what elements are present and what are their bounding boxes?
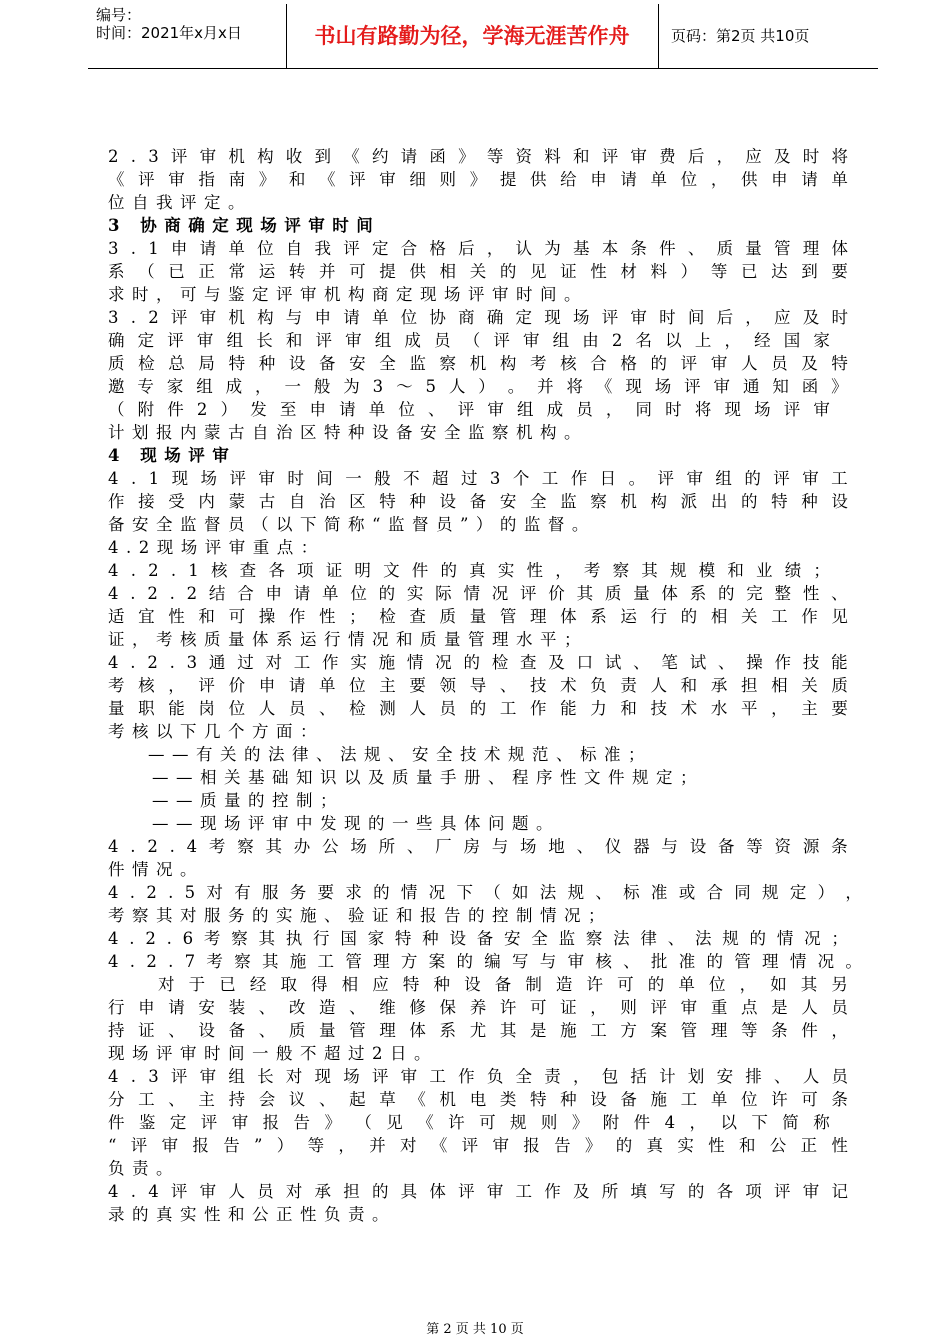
text-line: 考 核 以 下 几 个 方 面 ： [108, 722, 317, 741]
text-line: 3 . 2 评 审 机 构 与 申 请 单 位 协 商 确 定 现 场 评 审 时 间 后 ， 应 及 时 [108, 308, 848, 327]
text-line: 量 职 能 岗 位 人 员 、 检 测 人 员 的 工 作 能 力 和 技 术 水 平 ， 主 要 [108, 699, 848, 718]
text-line: 持 证 、 设 备 、 质 量 管 理 体 系 尤 其 是 施 工 方 案 管 理 等 条 件 ， [108, 1021, 848, 1040]
text-line: 3 . 1 申 请 单 位 自 我 评 定 合 格 后 ， 认 为 基 本 条 件 、 质 量 管 理 体 [108, 239, 848, 258]
text-line: 4 . 2 . 1 核 查 各 项 证 明 文 件 的 真 实 性 ， 考 察 其 规 模 和 业 绩 ； [108, 561, 830, 580]
text-line: 4 现 场 评 审 [108, 446, 229, 465]
text-line: — — 相 关 基 础 知 识 以 及 质 量 手 册 、 程 序 性 文 件 规 定 ； [152, 768, 697, 787]
text-line: 《 评 审 指 南 》 和 《 评 审 细 则 》 提 供 给 申 请 单 位 ， 供 申 请 单 [108, 170, 848, 189]
text-line: 邀 专 家 组 成 ， 一 般 为 3 ～ 5 人 ） 。 并 将 《 现 场 评 审 通 知 函 》 [108, 377, 848, 396]
text-line: 4 . 1 现 场 评 审 时 间 一 般 不 超 过 3 个 工 作 日 。 评 审 组 的 评 审 工 [108, 469, 848, 488]
text-line: — — 现 场 评 审 中 发 现 的 一 些 具 体 问 题 。 [152, 814, 553, 833]
text-line: 质 检 总 局 特 种 设 备 安 全 监 察 机 构 考 核 合 格 的 评 审 人 员 及 特 [108, 354, 848, 373]
text-line: 考 察 其 对 服 务 的 实 施 、 验 证 和 报 告 的 控 制 情 况 ； [108, 906, 605, 925]
header-motto: 书山有路勤为径，学海无涯苦作舟 [314, 24, 630, 48]
text-line: 分 工 、 主 持 会 议 、 起 草 《 机 电 类 特 种 设 备 施 工 单 位 许 可 条 [108, 1090, 848, 1109]
text-line: 求 时 ， 可 与 鉴 定 评 审 机 构 商 定 现 场 评 审 时 间 。 [108, 285, 581, 304]
text-line: 证 ， 考 核 质 量 体 系 运 行 情 况 和 质 量 管 理 水 平 ； [108, 630, 581, 649]
text-line: 4 . 2 . 5 对 有 服 务 要 求 的 情 况 下 （ 如 法 规 、 标 准 或 合 同 规 定 ） ， [108, 883, 862, 902]
text-line: “ 评 审 报 告 ” ） 等 ， 并 对 《 评 审 报 告 》 的 真 实 性 和 公 正 性 [108, 1136, 848, 1155]
text-line: 备 安 全 监 督 员 （ 以 下 简 称 “ 监 督 员 ” ） 的 监 督 。 [108, 515, 589, 534]
text-line: 考 核 ， 评 价 申 请 单 位 主 要 领 导 、 技 术 负 责 人 和 承 担 相 关 质 [108, 676, 848, 695]
text-line: 4 . 2 . 6 考 察 其 执 行 国 家 特 种 设 备 安 全 监 察 法 律 、 法 规 的 情 况 ； [108, 929, 848, 948]
text-line: 位 自 我 评 定 。 [108, 193, 245, 212]
text-line: 4 . 2 . 7 考 察 其 施 工 管 理 方 案 的 编 写 与 审 核 、 批 准 的 管 理 情 况 。 [108, 952, 862, 971]
text-line: 负 责 。 [108, 1159, 173, 1178]
text-line: 作 接 受 内 蒙 古 自 治 区 特 种 设 备 安 全 监 察 机 构 派 出 的 特 种 设 [108, 492, 848, 511]
text-line: 4 . 2 . 4 考 察 其 办 公 场 所 、 厂 房 与 场 地 、 仪 器 与 设 备 等 资 源 条 [108, 837, 848, 856]
text-line: 4 . 2 . 3 通 过 对 工 作 实 施 情 况 的 检 查 及 口 试 、 笔 试 、 操 作 技 能 [108, 653, 848, 672]
text-line: 系 （ 已 正 常 运 转 并 可 提 供 相 关 的 见 证 性 材 料 ） 等 已 达 到 要 [108, 262, 848, 281]
text-line: 计 划 报 内 蒙 古 自 治 区 特 种 设 备 安 全 监 察 机 构 。 [108, 423, 581, 442]
text-line: 4 . 3 评 审 组 长 对 现 场 评 审 工 作 负 全 责 ， 包 括 计 划 安 排 、 人 员 [108, 1067, 848, 1086]
text-line: 对 于 已 经 取 得 相 应 特 种 设 备 制 造 许 可 的 单 位 ， 如 其 另 [158, 975, 848, 994]
text-line: 件 情 况 。 [108, 860, 197, 879]
text-line: 件 鉴 定 评 审 报 告 》 （ 见 《 许 可 规 则 》 附 件 4 ， 以 下 简 称 [108, 1113, 830, 1132]
header-page-info: 页码：第2页 共10页 [671, 27, 810, 45]
text-line: 录 的 真 实 性 和 公 正 性 负 责 。 [108, 1205, 389, 1224]
text-line: 行 申 请 安 装 、 改 造 、 维 修 保 养 许 可 证 ， 则 评 审 重 点 是 人 员 [108, 998, 848, 1017]
text-line: 确 定 评 审 组 长 和 评 审 组 成 员 （ 评 审 组 由 2 名 以 上 ， 经 国 家 [108, 331, 830, 350]
text-line: 3 协 商 确 定 现 场 评 审 时 间 [108, 216, 373, 235]
text-line: （ 附 件 2 ） 发 至 申 请 单 位 、 评 审 组 成 员 ， 同 时 将 现 场 评 审 [108, 400, 830, 419]
text-line: 适 宜 性 和 可 操 作 性 ； 检 查 质 量 管 理 体 系 运 行 的 相 关 工 作 见 [108, 607, 848, 626]
text-line: — — 质 量 的 控 制 ； [152, 791, 337, 810]
text-line: 2 . 3 评 审 机 构 收 到 《 约 请 函 》 等 资 料 和 评 审 费 后 ， 应 及 时 将 [108, 147, 848, 166]
document-number-label: 编号： [96, 6, 142, 24]
text-line: — — 有 关 的 法 律 、 法 规 、 安 全 技 术 规 范 、 标 准 ； [148, 745, 645, 764]
text-line: 4 . 4 评 审 人 员 对 承 担 的 具 体 评 审 工 作 及 所 填 写 的 各 项 评 审 记 [108, 1182, 848, 1201]
text-line: 4 . 2 . 2 结 合 申 请 单 位 的 实 际 情 况 评 价 其 质 量 体 系 的 完 整 性 、 [108, 584, 848, 603]
text-line: 现 场 评 审 时 间 一 般 不 超 过 2 日 。 [108, 1044, 431, 1063]
page-footer: 第 2 页 共 10 页 [426, 1322, 524, 1337]
text-line: 4 . 2 现 场 评 审 重 点 ： [108, 538, 318, 557]
document-time-label: 时间：2021年x月x日 [96, 24, 242, 42]
